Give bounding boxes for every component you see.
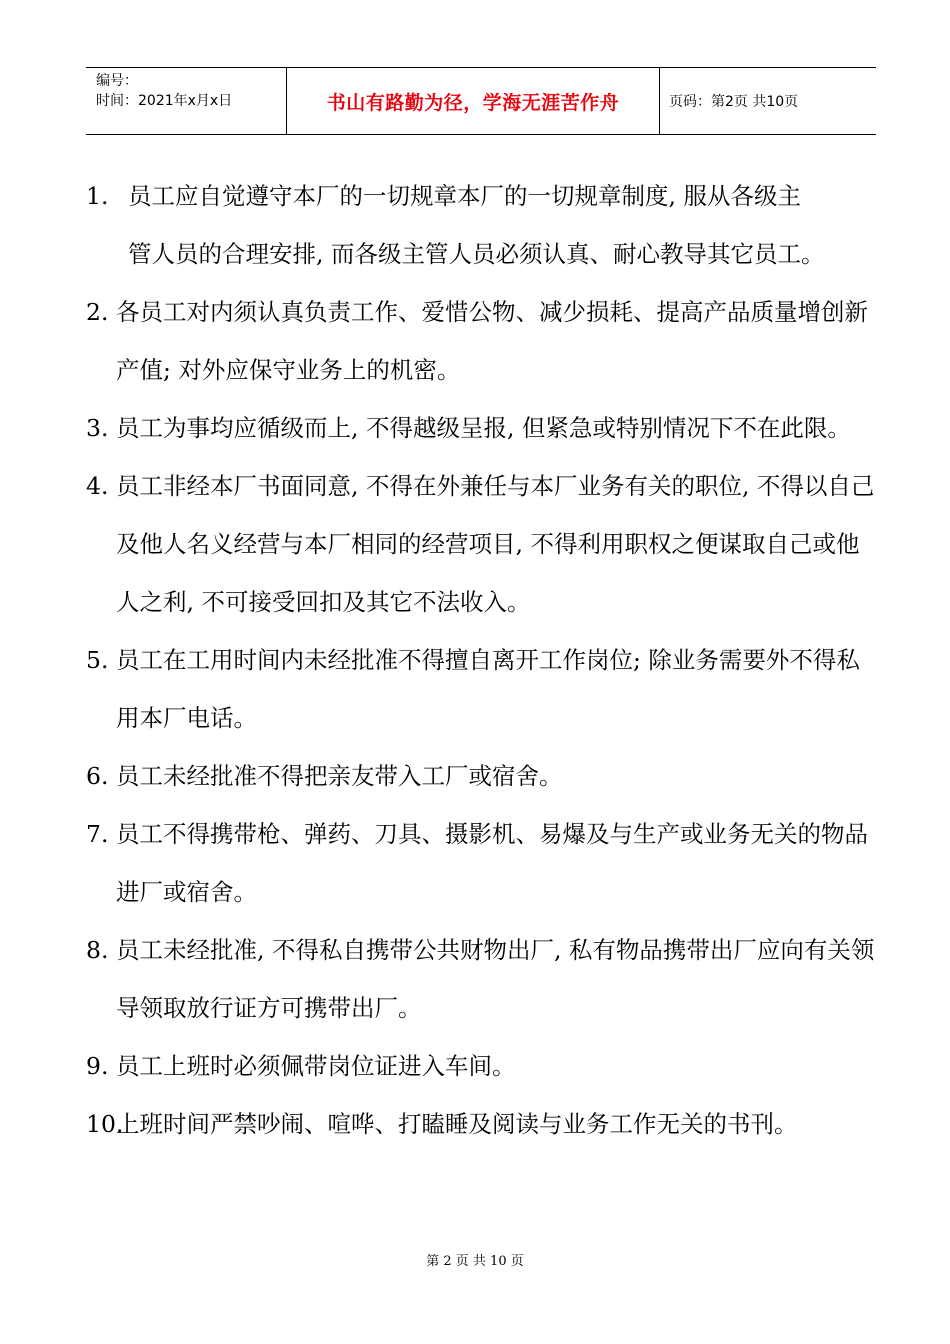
rule-item-5 xyxy=(86,631,886,747)
rule-text: 员工不得携带枪、弹药、刀具、摄影机、易爆及与生产或业务无关的物品进厂或宿舍。 xyxy=(116,820,868,906)
rule-item-4 xyxy=(86,457,886,631)
rule-item-3 xyxy=(86,399,886,457)
rule-number: 6. xyxy=(86,762,109,790)
rule-text: 各员工对内须认真负责工作、爱惜公物、减少损耗、提高产品质量增创新产值; 对外应保守业务上的机密。 xyxy=(116,298,868,384)
page-footer: 第 2 页 共 10 页 xyxy=(426,1254,524,1269)
page-header xyxy=(86,67,876,135)
rule-text-line: 管人员的合理安排, 而各级主管人员必须认真、耐心教导其它员工。 xyxy=(128,240,825,268)
header-page-info: 页码：第2页 共10页 xyxy=(669,94,799,110)
header-motto: 书山有路勤为径，学海无涯苦作舟 xyxy=(287,68,660,134)
rule-text: 员工在工用时间内未经批准不得擅自离开工作岗位; 除业务需要外不得私用本厂电话。 xyxy=(116,646,860,732)
rule-text: 上班时间严禁吵闹、喧哗、打瞌睡及阅读与业务工作无关的书刊。 xyxy=(116,1110,798,1138)
rule-item-1 xyxy=(86,167,886,283)
rules-list xyxy=(86,167,886,1153)
rule-item-2 xyxy=(86,283,886,399)
rule-number: 5. xyxy=(86,646,109,674)
rule-number: 10. xyxy=(86,1110,124,1138)
rule-text-line: 员工应自觉遵守本厂的一切规章本厂的一切规章制度, 服从各级主 xyxy=(128,182,801,210)
rule-text: 员工未经批准不得把亲友带入工厂或宿舍。 xyxy=(116,762,563,790)
rule-item-7 xyxy=(86,805,886,921)
document-date-label: 时间：2021年x月x日 xyxy=(96,93,233,109)
rule-number: 3. xyxy=(86,414,109,442)
rule-item-6 xyxy=(86,747,886,805)
rule-number: 7. xyxy=(86,820,109,848)
rule-text: 员工未经批准, 不得私自携带公共财物出厂, 私有物品携带出厂应向有关领导领取放行证方可携带出厂。 xyxy=(116,936,875,1022)
rule-text xyxy=(116,167,876,283)
rule-number: 9. xyxy=(86,1052,109,1080)
header-meta xyxy=(86,68,287,134)
rule-text: 员工为事均应循级而上, 不得越级呈报, 但紧急或特别情况下不在此限。 xyxy=(116,414,851,442)
rule-text: 员工非经本厂书面同意, 不得在外兼任与本厂业务有关的职位, 不得以自己及他人名义经营与本厂相同的经营项目, 不得利用职权之便谋取自己或他人之利, 不可接受回扣及其它不法收入。 xyxy=(116,472,875,616)
rule-number: 4. xyxy=(86,472,109,500)
rule-item-8 xyxy=(86,921,886,1037)
rule-number: 1. xyxy=(86,182,109,210)
rule-text: 员工上班时必须佩带岗位证进入车间。 xyxy=(116,1052,516,1080)
rule-number: 2. xyxy=(86,298,109,326)
rule-item-10 xyxy=(86,1095,886,1153)
document-number-label: 编号： xyxy=(96,73,138,89)
rule-item-9 xyxy=(86,1037,886,1095)
rule-number: 8. xyxy=(86,936,109,964)
